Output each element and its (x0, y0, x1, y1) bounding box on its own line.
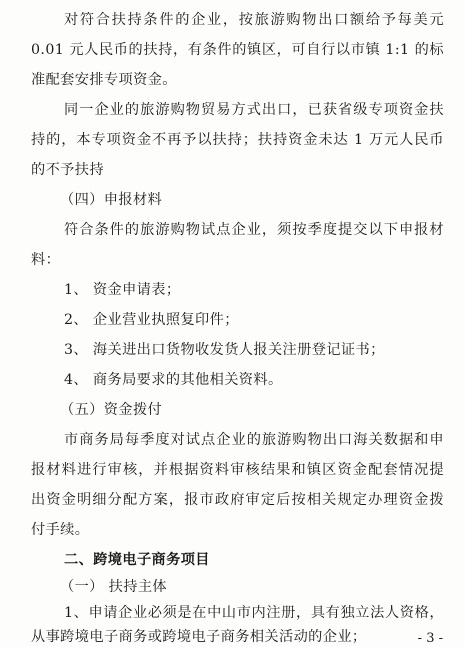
paragraph-line: 付手续。 (31, 522, 90, 538)
page-number: - 3 - (417, 631, 443, 646)
paragraph-line: 持的，本专项资金不再予以扶持；扶持资金未达 1 万元人民币 (31, 132, 444, 148)
paragraph-line: 出资金明细分配方案，报市政府审定后按相关规定办理资金拨 (31, 492, 444, 508)
paragraph-line: 对符合扶持条件的企业，按旅游购物出口额给予每美元 (64, 12, 444, 28)
paragraph-line: 从事跨境电子商务或跨境电子商务相关活动的企业； (31, 629, 367, 645)
paragraph-line: 1、申请企业必须是在中山市内注册，具有独立法人资格， (64, 605, 444, 621)
list-item: 3、 海关进出口货物收发货人报关注册登记证书； (64, 342, 385, 358)
paragraph-line: 0.01 元人民币的扶持，有条件的镇区，可自行以市镇 1:1 的标 (31, 42, 444, 58)
paragraph-line: 报材料进行审核，并根据资料审核结果和镇区资金配套情况提 (31, 462, 444, 478)
list-item: 2、 企业营业执照复印件； (64, 312, 239, 328)
subheading-funding: （五）资金拨付 (60, 402, 163, 418)
paragraph-line: 市商务局每季度对试点企业的旅游购物出口海关数据和申 (64, 432, 444, 448)
paragraph-line: 料： (31, 252, 61, 268)
subheading-materials: （四）申报材料 (60, 192, 163, 208)
paragraph-line: 的不予扶持 (31, 162, 104, 178)
list-item: 4、 商务局要求的其他相关资料。 (64, 372, 283, 388)
paragraph-line: 符合条件的旅游购物试点企业，须按季度提交以下申报材 (64, 222, 444, 238)
paragraph-line: 同一企业的旅游购物贸易方式出口，已获省级专项资金扶 (64, 102, 444, 118)
paragraph-line: 准配套安排专项资金。 (31, 72, 177, 88)
section-heading: 二、跨境电子商务项目 (64, 552, 210, 568)
subheading-subject: （一） 扶持主体 (60, 579, 168, 595)
list-item: 1、 资金申请表； (64, 282, 181, 298)
